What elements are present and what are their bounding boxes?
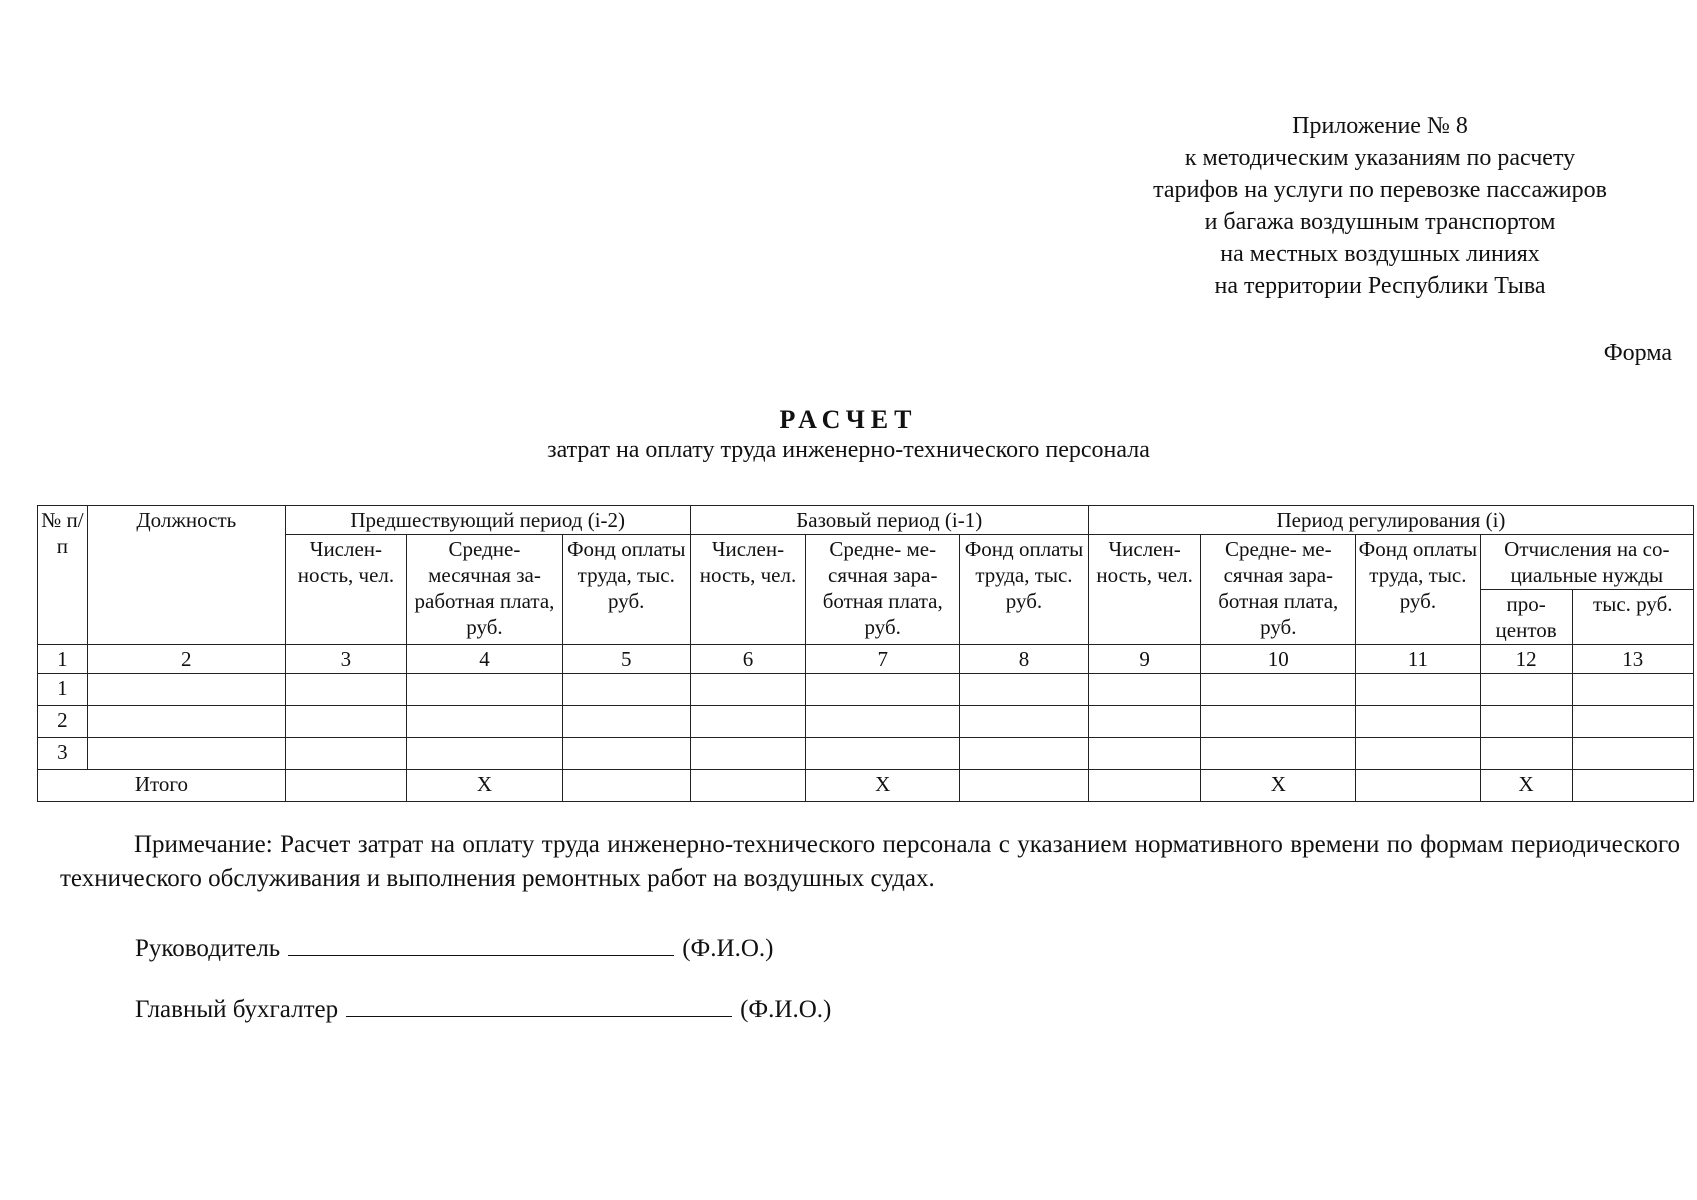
table-cell [285,706,406,738]
table-cell [562,674,690,706]
cross-mark: X [407,770,563,802]
signature-head [135,935,773,963]
table-cell [407,738,563,770]
appendix-header [1080,110,1680,302]
total-label: Итого [38,770,286,802]
table-cell [1572,770,1693,802]
column-number: 6 [690,645,806,674]
table-cell [562,706,690,738]
header-reg-headcount: Числен-ность, чел. [1088,535,1201,645]
column-number: 1 [38,645,88,674]
appendix-line: Приложение № 8 [1292,113,1468,139]
table-cell [87,706,285,738]
appendix-line: к методическим указаниям по расчету [1184,145,1576,171]
column-number: 3 [285,645,406,674]
table-cell [806,738,960,770]
table-cell [1201,674,1356,706]
cross-mark: X [1201,770,1356,802]
appendix-line: на местных воздушных линиях [1220,241,1540,267]
table-cell [690,706,806,738]
signature-head-line[interactable] [288,935,674,956]
table-cell [960,770,1089,802]
column-number: 13 [1572,645,1693,674]
header-position: Должность [87,506,285,645]
table-cell [1356,770,1480,802]
table-cell [1572,706,1693,738]
table-cell [1088,738,1201,770]
signature-accountant-line[interactable] [346,996,732,1017]
table-cell [1356,738,1480,770]
note-paragraph [60,828,1680,896]
header-prev-fund: Фонд оплаты труда, тыс. руб. [562,535,690,645]
header-base-avg-salary: Средне- ме-сячная зара-ботная плата, руб. [806,535,960,645]
table-cell [407,706,563,738]
table-row [38,674,1694,706]
table-cell [1201,706,1356,738]
row-number: 3 [38,738,88,770]
table-cell [1356,706,1480,738]
column-number: 8 [960,645,1089,674]
header-reg-fund: Фонд оплаты труда, тыс. руб. [1356,535,1480,645]
header-prev-headcount: Числен-ность, чел. [285,535,406,645]
table-cell [1572,738,1693,770]
header-reg-social-percent: про-центов [1480,590,1572,645]
table-cell [690,770,806,802]
signature-accountant-fio: (Ф.И.О.) [740,996,832,1023]
header-period-reg: Период регулирования (i) [1088,506,1693,535]
signature-accountant [135,996,831,1024]
table-cell [285,770,406,802]
table-cell [690,674,806,706]
appendix-line: на территории Республики Тыва [1214,273,1546,299]
signature-head-fio: (Ф.И.О.) [682,935,774,962]
header-reg-social-thousand: тыс. руб. [1572,590,1693,645]
note-text: Примечание: Расчет затрат на оплату труда инженерно-технического персонала с указанием нормативного времени по формам периодического технического обслуживания и выполнения ремонтных работ на воздушных судах. [60,831,1680,892]
table-cell [87,738,285,770]
table-cell [87,674,285,706]
total-row [38,770,1694,802]
row-number: 2 [38,706,88,738]
header-prev-avg-salary: Средне-месячная за-работная плата, руб. [407,535,563,645]
column-number: 4 [407,645,563,674]
cross-mark: X [1480,770,1572,802]
title-main: РАСЧЕТ [779,405,918,434]
header-period-prev: Предшествующий период (i-2) [285,506,690,535]
table-cell [1088,674,1201,706]
table-cell [806,706,960,738]
signature-accountant-label: Главный бухгалтер [135,996,339,1023]
table-cell [562,770,690,802]
table-cell [960,674,1089,706]
table-cell [1480,738,1572,770]
table-cell [407,674,563,706]
appendix-line: и багажа воздушным транспортом [1204,209,1556,235]
appendix-line: тарифов на услуги по перевозке пассажиров [1153,177,1607,203]
table-cell [1088,770,1201,802]
header-reg-social: Отчисления на со-циальные нужды [1480,535,1693,590]
header-period-base: Базовый период (i-1) [690,506,1088,535]
header-base-fund: Фонд оплаты труда, тыс. руб. [960,535,1089,645]
header-reg-avg-salary: Средне- ме-сячная зара-ботная плата, руб. [1201,535,1356,645]
table-cell [562,738,690,770]
title-subtitle: затрат на оплату труда инженерно-технического персонала [547,437,1150,463]
table-cell [1088,706,1201,738]
table-row [38,706,1694,738]
column-number: 2 [87,645,285,674]
calculation-table [37,505,1694,802]
table-cell [690,738,806,770]
table-cell [1201,738,1356,770]
column-number: 5 [562,645,690,674]
table-row [38,738,1694,770]
table-cell [960,738,1089,770]
table-cell [285,674,406,706]
column-numbers-row [38,645,1694,674]
column-number: 11 [1356,645,1480,674]
form-label: Форма [1603,340,1672,366]
header-no: № п/п [38,506,88,645]
row-number: 1 [38,674,88,706]
header-base-headcount: Числен-ность, чел. [690,535,806,645]
document-title [0,405,1697,464]
table-cell [1480,706,1572,738]
table-cell [1356,674,1480,706]
table-cell [1480,674,1572,706]
column-number: 10 [1201,645,1356,674]
table-cell [285,738,406,770]
table-cell [960,706,1089,738]
column-number: 9 [1088,645,1201,674]
column-number: 7 [806,645,960,674]
table-cell [1572,674,1693,706]
signature-head-label: Руководитель [135,935,281,962]
cross-mark: X [806,770,960,802]
table-cell [806,674,960,706]
column-number: 12 [1480,645,1572,674]
